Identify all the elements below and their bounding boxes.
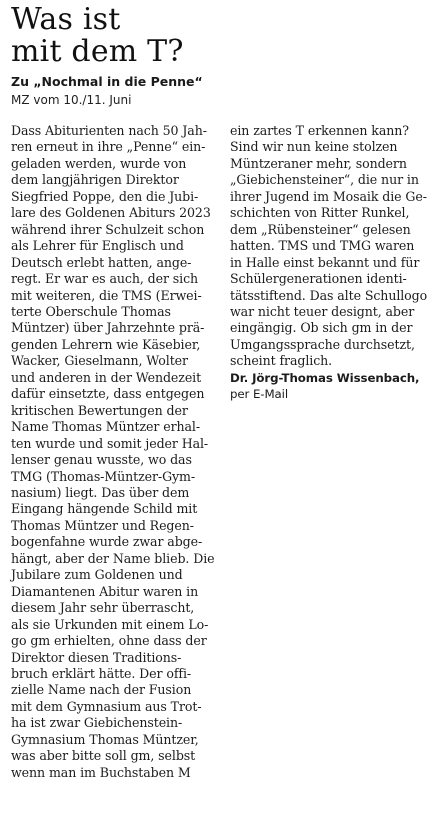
left-column bbox=[11, 123, 227, 781]
body-text-line: Müntzeraner mehr, sondern bbox=[230, 155, 407, 171]
body-text-line: dem „Rübensteiner“ gelesen bbox=[230, 221, 411, 237]
body-text-line: Gymnasium Thomas Müntzer, bbox=[11, 731, 199, 747]
body-text-line: genden Lehrern wie Käsebier, bbox=[11, 336, 201, 352]
body-text-line: ten wurde und somit jeder Hal- bbox=[11, 435, 209, 451]
body-text-line: bogenfahne wurde zwar abge- bbox=[11, 534, 203, 550]
body-text-line: Dass Abiturienten nach 50 Jah- bbox=[11, 123, 207, 138]
headline-line: mit dem T? bbox=[11, 34, 184, 69]
body-text-line: Siegfried Poppe, den die Jubi- bbox=[11, 188, 199, 204]
body-text-line: in Halle einst bekannt und für bbox=[230, 254, 420, 270]
body-text-line: zielle Name nach der Fusion bbox=[11, 682, 192, 698]
body-text-line: kritischen Bewertungen der bbox=[11, 402, 188, 418]
body-text-line: terte Oberschule Thomas bbox=[11, 303, 171, 319]
body-text-line: Schülergenerationen identi- bbox=[230, 271, 407, 287]
article-source: MZ vom 10./11. Juni bbox=[11, 93, 132, 107]
body-text-line: Diamantenen Abitur waren in bbox=[11, 583, 199, 599]
headline bbox=[11, 4, 184, 68]
body-text-line: dafür einsetzte, dass entgegen bbox=[11, 386, 205, 402]
body-text-line: ihrer Jugend im Mosaik die Ge- bbox=[230, 188, 427, 204]
body-text-line: scheint fraglich. bbox=[230, 353, 333, 369]
body-text-line: war nicht teuer designt, aber bbox=[230, 303, 415, 319]
body-text-line: „Giebichensteiner“, die nur in bbox=[230, 172, 419, 188]
body-text-line: dem langjährigen Direktor bbox=[11, 172, 179, 188]
body-text-line: tätsstiftend. Das alte Schullogo bbox=[230, 287, 428, 303]
right-column-text bbox=[230, 123, 435, 370]
body-text-line: regt. Er war es auch, der sich bbox=[11, 271, 199, 287]
body-text-line: diesem Jahr sehr überrascht, bbox=[11, 600, 195, 616]
author-name: Dr. Jörg-Thomas Wissenbach, bbox=[230, 370, 420, 385]
body-text-line: lenser genau wusste, wo das bbox=[11, 452, 192, 468]
headline-line: Was ist bbox=[11, 2, 121, 37]
right-column bbox=[230, 123, 435, 403]
author-note: per E-Mail bbox=[230, 387, 289, 402]
body-text-line: eingängig. Ob sich gm in der bbox=[230, 320, 413, 336]
body-text-line: Jubilare zum Goldenen und bbox=[11, 567, 183, 583]
body-text-line: während ihrer Schulzeit schon bbox=[11, 221, 205, 237]
body-text-line: was aber bitte soll gm, selbst bbox=[11, 748, 196, 764]
body-text-line: Wacker, Gieselmann, Wolter bbox=[11, 353, 188, 369]
body-text-line: Sind wir nun keine stolzen bbox=[230, 139, 398, 155]
body-text-line: ren erneut in ihre „Penne“ ein- bbox=[11, 139, 206, 155]
body-text-line: mit dem Gymnasium aus Trot- bbox=[11, 698, 202, 714]
body-text-line: Direktor diesen Traditions- bbox=[11, 649, 182, 665]
body-text-line: TMG (Thomas-Müntzer-Gym- bbox=[11, 468, 196, 484]
body-text-line: Deutsch erlebt hatten, ange- bbox=[11, 254, 192, 270]
body-text-line: und anderen in der Wendezeit bbox=[11, 369, 202, 385]
body-text-line: Umgangssprache durchsetzt, bbox=[230, 336, 415, 352]
body-text-line: geladen werden, wurde von bbox=[11, 155, 187, 171]
body-text-line: schichten von Ritter Runkel, bbox=[230, 205, 410, 221]
body-text-line: ein zartes T erkennen kann? bbox=[230, 123, 409, 138]
body-text-line: ha ist zwar Giebichenstein- bbox=[11, 715, 183, 731]
body-text-line: als Lehrer für Englisch und bbox=[11, 238, 184, 254]
body-text-line: nasium) liegt. Das über dem bbox=[11, 484, 190, 500]
body-text-line: als sie Urkunden mit einem Lo- bbox=[11, 616, 209, 632]
body-text-line: Müntzer) über Jahrzehnte prä- bbox=[11, 320, 205, 336]
body-text-line: bruch erklärt hätte. Der offi- bbox=[11, 665, 192, 681]
article-reference: Zu „Nochmal in die Penne“ bbox=[11, 74, 203, 89]
body-text-line: hatten. TMS und TMG waren bbox=[230, 238, 415, 254]
body-text-line: hängt, aber der Name blieb. Die bbox=[11, 550, 215, 566]
body-text-line: Eingang hängende Schild mit bbox=[11, 501, 198, 517]
body-text-line: mit weiteren, die TMS (Erwei- bbox=[11, 287, 202, 303]
body-text-line: lare des Goldenen Abiturs 2023 bbox=[11, 205, 211, 221]
body-text-line: Name Thomas Müntzer erhal- bbox=[11, 419, 200, 435]
body-text-line: go gm erhielten, ohne dass der bbox=[11, 633, 207, 649]
body-text-line: wenn man im Buchstaben M bbox=[11, 764, 191, 780]
body-text-line: Thomas Müntzer und Regen- bbox=[11, 517, 194, 533]
